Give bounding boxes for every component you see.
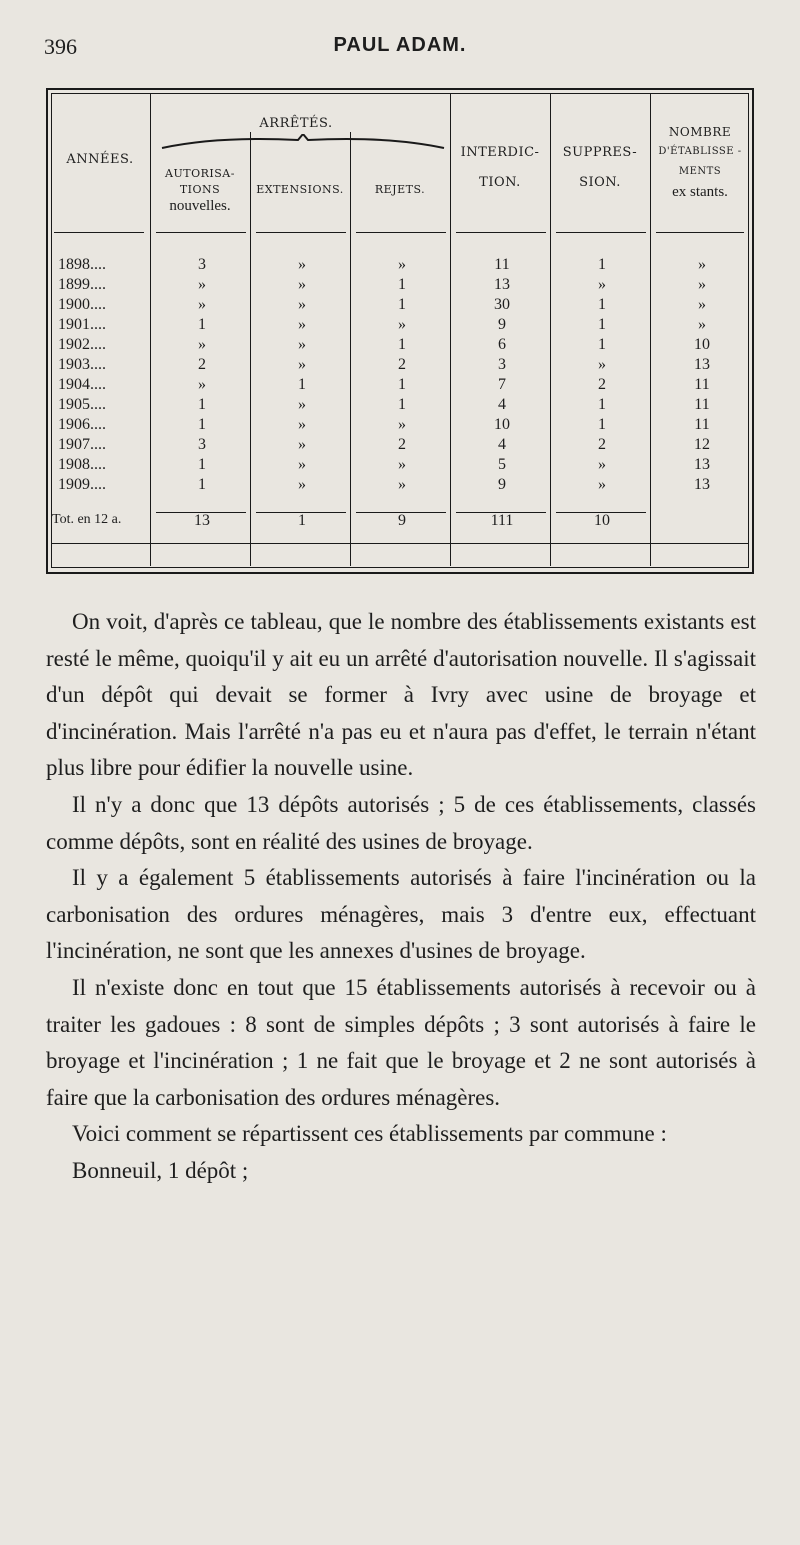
running-title: PAUL ADAM. — [333, 34, 467, 56]
header-rule — [54, 232, 144, 233]
header-arretes: ARRÊTÉS. — [259, 116, 333, 131]
header-rule — [356, 232, 446, 233]
table-row: 1901.... 1 » » 9 1 » — [58, 316, 706, 333]
paragraph: On voit, d'après ce tableau, que le nombre des établissements existants est resté le même, quoiqu'il y ait eu un arrêté d'autorisation nouvelle. Il s'agissait d'un dépôt qui devait se former à Ivry avec usine de broyage et d'incinération. Mais l'arrêté n'a pas eu et n'aura pas d'effet, le terrain n'étant plus libre pour édifier la nouvelle usine. — [46, 609, 756, 781]
table-row: 1899.... » » 1 13 » » — [58, 276, 706, 293]
header-annees: ANNÉES. — [66, 152, 134, 167]
statistics-table — [46, 88, 754, 574]
paragraph: Il n'y a donc que 13 dépôts autorisés ; 5 de ces établissements, classés comme dépôts, sont en réalité des usines de broyage. — [46, 791, 756, 854]
table-total-row: Tot. en 12 a. 13 1 9 111 10 — [52, 512, 610, 529]
paragraph: Il n'existe donc en tout que 15 établissements autorisés à recevoir ou à traiter les gadoues : 8 sont de simples dépôts ; 3 sont autorisés à faire le broyage et l'incinération ; 1 ne fait que le broyage et 2 ne sont autorisés à faire que la carbonisation des ordures ménagères. — [46, 974, 756, 1110]
table-row: 1905.... 1 » 1 4 1 11 — [58, 396, 710, 413]
header-nombre: NOMBRE D'ÉTABLISSE - MENTS ex stants. — [658, 125, 742, 200]
header-rule — [256, 232, 346, 233]
table-row: 1902.... » » 1 6 1 10 — [58, 336, 710, 353]
header-rule — [556, 232, 646, 233]
paragraph: Bonneuil, 1 dépôt ; — [72, 1157, 249, 1183]
paragraph: Voici comment se répartissent ces établissements par commune : — [72, 1121, 667, 1147]
header-rejets: REJETS. — [374, 183, 426, 196]
table-row: 1904.... » 1 1 7 2 11 — [58, 376, 710, 393]
table-row: 1900.... » » 1 30 1 » — [58, 296, 706, 313]
header-suppression: SUPPRES- SION. — [562, 145, 638, 190]
header-rule — [456, 232, 546, 233]
body-text — [46, 604, 756, 1190]
table-row: 1909.... 1 » » 9 » 13 — [58, 476, 710, 493]
page-number: 396 — [44, 34, 77, 59]
paragraph: Il y a également 5 établissements autorisés à faire l'incinération ou la carbonisation des ordures ménagères, mais 3 d'entre eux, effectuant l'incinération, ne sont que les annexes d'usines de broyage. — [46, 865, 756, 964]
table-row: 1903.... 2 » 2 3 » 13 — [58, 356, 710, 373]
arretes-brace — [158, 134, 448, 154]
table-row: 1898.... 3 » » 11 1 » — [58, 256, 706, 273]
header-rule — [656, 232, 744, 233]
header-extensions: EXTENSIONS. — [256, 183, 344, 196]
table-row: 1907.... 3 » 2 4 2 12 — [58, 436, 710, 453]
table-row: 1908.... 1 » » 5 » 13 — [58, 456, 710, 473]
header-rule — [156, 232, 246, 233]
page-header — [0, 34, 800, 64]
bottom-rule — [52, 543, 748, 544]
table-row: 1906.... 1 » » 10 1 11 — [58, 416, 710, 433]
header-autorisations: AUTORISA- TIONS nouvelles. — [165, 167, 235, 214]
header-interdiction: INTERDIC- TION. — [460, 145, 540, 190]
